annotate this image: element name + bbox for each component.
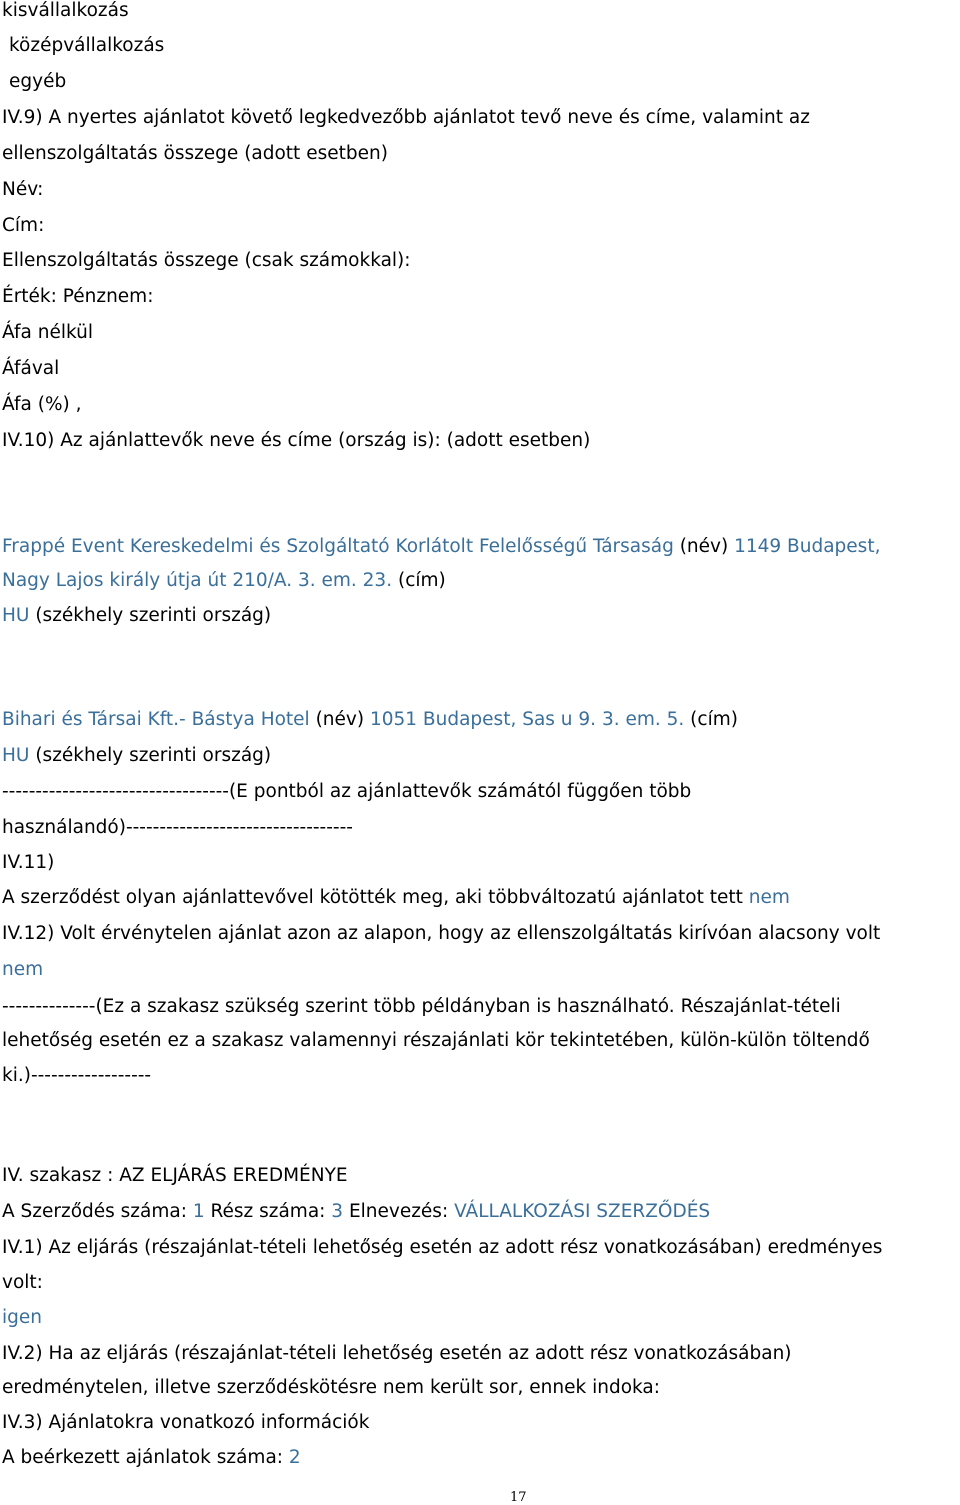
address-tag: (cím) (392, 570, 446, 591)
name-tag: (név) (309, 709, 370, 730)
bidder-1-country-line (2, 603, 271, 629)
bidder-1-address: Nagy Lajos király útja út 210/A. 3. em. 23. (2, 570, 393, 591)
part-number-label: Rész száma: (204, 1201, 332, 1222)
offers-count-line (2, 1445, 301, 1471)
section-iv3-heading: IV.3) Ajánlatokra vonatkozó információk (2, 1412, 370, 1433)
contract-name: VÁLLALKOZÁSI SZERZŐDÉS (454, 1201, 711, 1222)
bidder-2-name: Bihari és Társai Kft.- Bástya Hotel (2, 709, 310, 730)
vat-included-label: Áfával (2, 358, 60, 379)
bidder-1-name-line (2, 534, 880, 560)
offers-count: 2 (288, 1447, 301, 1468)
variant-offer-answer: nem (748, 887, 790, 908)
size-option-small: kisvállalkozás (2, 0, 129, 21)
bidder-1-address-line (2, 568, 446, 594)
variant-offer-question: A szerződést olyan ajánlattevővel kötötték meg, aki többváltozatú ajánlatot tett (2, 887, 749, 908)
variant-offer-line (2, 885, 790, 911)
vat-percent-label: Áfa (%) , (2, 394, 82, 415)
contract-number: 1 (192, 1201, 205, 1222)
bidder-2-country: HU (2, 745, 30, 766)
bidder-1-name: Frappé Event Kereskedelmi és Szolgáltató Korlátolt Felelősségű Társaság (2, 536, 674, 557)
size-option-medium: középvállalkozás (9, 35, 165, 56)
bidder-2-line (2, 707, 738, 733)
page-number: 17 (510, 1490, 527, 1505)
section-iv9-heading: IV.9) A nyertes ajánlatot követő legkedvezőbb ajánlatot tevő neve és címe, valamint az (2, 107, 810, 128)
bidder-1-address-start: 1149 Budapest, (734, 536, 881, 557)
offers-count-label: A beérkezett ajánlatok száma: (2, 1447, 289, 1468)
vat-excluded-label: Áfa nélkül (2, 322, 93, 343)
bidder-2-country-line (2, 743, 271, 769)
section-iv10-heading: IV.10) Az ajánlattevők neve és címe (ország is): (adott esetben) (2, 430, 591, 451)
contract-name-label: Elnevezés: (343, 1201, 455, 1222)
bidder-1-country: HU (2, 605, 30, 626)
address-tag: (cím) (684, 709, 738, 730)
section-iv2-heading-cont: eredménytelen, illetve szerződéskötésre nem került sor, ennek indoka: (2, 1377, 660, 1398)
section-iv-title: IV. szakasz : AZ ELJÁRÁS EREDMÉNYE (2, 1165, 348, 1186)
section-iv2-heading: IV.2) Ha az eljárás (részajánlat-tételi lehetőség esetén az adott rész vonatkozásában) (2, 1343, 792, 1364)
section-note-cont: lehetőség esetén ez a szakasz valamennyi részajánlati kör tekintetében, külön-külön töltendő (2, 1030, 870, 1051)
name-label: Név: (2, 179, 44, 200)
section-note: --------------(Ez a szakasz szükség szerint több példányban is használható. Részajánlat-tételi (2, 996, 841, 1017)
contract-number-label: A Szerződés száma: (2, 1201, 193, 1222)
contract-info-line (2, 1199, 710, 1225)
separator-note: ----------------------------------(E pontból az ajánlattevők számától függően több (2, 781, 692, 802)
section-iv1-heading-cont: volt: (2, 1272, 43, 1293)
amount-label: Ellenszolgáltatás összege (csak számokkal): (2, 250, 411, 271)
country-tag: (székhely szerinti ország) (29, 605, 272, 626)
section-iv11-heading: IV.11) (2, 852, 55, 873)
section-iv1-heading: IV.1) Az eljárás (részajánlat-tételi lehetőség esetén az adott rész vonatkozásában) eredményes (2, 1237, 883, 1258)
result-answer: igen (2, 1307, 42, 1328)
part-number: 3 (331, 1201, 344, 1222)
section-iv9-heading-cont: ellenszolgáltatás összege (adott esetben) (2, 143, 388, 164)
country-tag: (székhely szerinti ország) (29, 745, 272, 766)
section-iv12-heading: IV.12) Volt érvénytelen ajánlat azon az alapon, hogy az ellenszolgáltatás kirívóan alacsony volt (2, 923, 881, 944)
section-note-end: ki.)------------------ (2, 1065, 152, 1086)
name-tag: (név) (673, 536, 735, 557)
separator-note-cont: használandó)---------------------------------- (2, 817, 353, 838)
low-price-answer: nem (2, 959, 44, 980)
size-option-other: egyéb (9, 71, 67, 92)
bidder-2-address: 1051 Budapest, Sas u 9. 3. em. 5. (369, 709, 685, 730)
address-label: Cím: (2, 215, 45, 236)
value-currency-label: Érték: Pénznem: (2, 286, 154, 307)
